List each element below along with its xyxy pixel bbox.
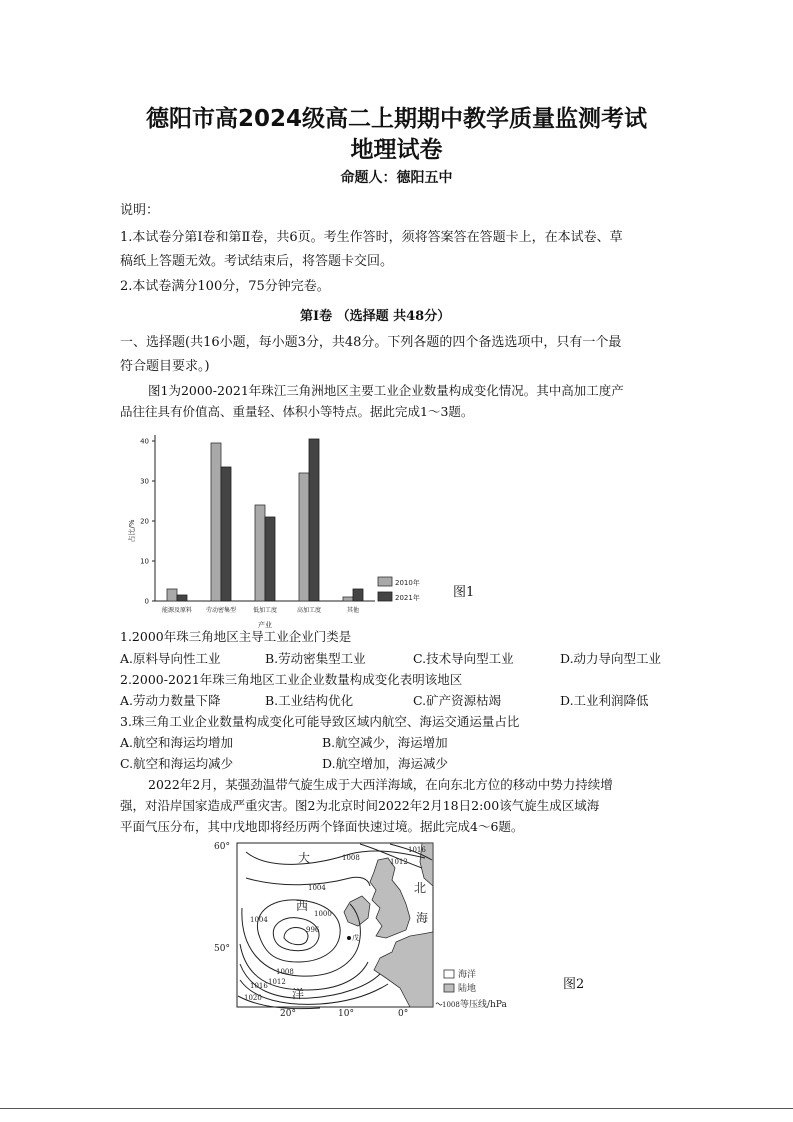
notes-label: 说明： (120, 203, 160, 218)
passage1-line2: 品往往具有价值高、重量轻、体积小等特点。据此完成1～3题。 (120, 404, 474, 419)
q3-option-d: D.航空增加，海运减少 (322, 756, 449, 771)
y-tick-label: 20 (140, 517, 149, 526)
isobar-label-1000: 1000 (314, 910, 332, 918)
bar-2010年-高加工度 (299, 473, 309, 601)
legend-ocean-label: 海洋 (458, 970, 477, 980)
isobar-label-1004: 1004 (308, 884, 326, 892)
x-tick-label: 低加工度 (252, 607, 278, 614)
exam-title: 德阳市高2024级高二上期期中教学质量监测考试 (145, 106, 647, 132)
question-3: 3.珠三角工业企业数量构成变化可能导致区域内航空、海运交通运量占比 (120, 714, 520, 729)
legend-ocean-swatch (444, 970, 454, 978)
figure2-pressure-map (210, 838, 540, 1020)
isobar-label-996: 996 (306, 926, 320, 934)
page-bottom-rule (0, 1108, 793, 1109)
q2-option-b: B.工业结构优化 (265, 693, 354, 708)
q1-option-b: B.劳动密集型工业 (265, 651, 366, 666)
section-heading: 第Ⅰ卷 （选择题 共48分） (300, 309, 451, 324)
y-tick-label: 30 (140, 477, 149, 486)
exam-subject-title: 地理试卷 (350, 137, 443, 163)
figure1-label: 图1 (453, 585, 475, 600)
place-label-yang: 洋 (292, 987, 305, 1001)
bar-2010年-劳动密集型 (211, 443, 221, 601)
legend-isobar-label: 等压线/hPa (460, 1000, 507, 1010)
passage1-line1: 图1为2000-2021年珠江三角洲地区主要工业企业数量构成变化情况。其中高加工度产 (148, 383, 624, 398)
figure2-label: 图2 (563, 977, 585, 992)
legend-label-2021年: 2021年 (395, 594, 420, 602)
passage2-line2: 强，对沿岸国家造成严重灾害。图2为北京时间2022年2月18日2:00该气旋生成区域海 (120, 798, 600, 813)
x-tick-label: 高加工度 (296, 607, 322, 614)
isobar-label-1008-lower: 1008 (276, 968, 294, 976)
note-item-1-line1: 1.本试卷分第Ⅰ卷和第Ⅱ卷，共6页。考生作答时，须将答案答在答题卡上，在本试卷、草 (120, 230, 623, 245)
q2-option-d: D.工业利润降低 (560, 693, 649, 708)
place-label-wu: 戊 (352, 934, 359, 942)
isobar-label-1008: 1008 (342, 854, 360, 862)
x-tick-label: 能源及原料 (161, 607, 193, 614)
passage2-line1: 2022年2月，某强劲温带气旋生成于大西洋海域，在向东北方位的移动中势力持续增 (148, 777, 613, 792)
q3-option-b: B.航空减少，海运增加 (322, 735, 448, 750)
isobar-label-1016: 1016 (408, 846, 426, 854)
q3-option-c: C.航空和海运均减少 (120, 756, 234, 771)
lon-label-0: 0° (398, 1009, 409, 1019)
lat-label-60: 60° (214, 842, 230, 852)
lon-label-10: 10° (338, 1009, 354, 1019)
isobar-label-1020-lower: 1020 (244, 994, 262, 1002)
legend-swatch-2010年 (378, 577, 392, 586)
bar-2010年-其他 (343, 597, 353, 601)
section-instructions-line1: 一、选择题(共16小题，每小题3分，共48分。下列各题的四个备选选项中，只有一个最 (120, 335, 622, 350)
place-label-da: 大 (298, 851, 311, 865)
passage2-line3: 平面气压分布，其中戊地即将经历两个锋面快速过境。据此完成4～6题。 (120, 819, 524, 834)
lon-label-20: 20° (280, 1009, 296, 1019)
section-instructions-line2: 符合题目要求。) (120, 359, 210, 374)
place-label-bei: 北 (414, 881, 427, 895)
bar-2010年-能源及原料 (167, 589, 177, 601)
q1-option-a: A.原料导向性工业 (120, 651, 221, 666)
bar-2010年-低加工度 (255, 505, 265, 601)
legend-label-2010年: 2010年 (395, 579, 420, 587)
y-tick-label: 10 (140, 557, 149, 566)
place-label-xi: 西 (296, 899, 309, 913)
note-item-1-line2: 稿纸上答题无效。考试结束后，将答题卡交回。 (120, 254, 394, 269)
q2-option-a: A.劳动力数量下降 (120, 693, 221, 708)
q2-option-c: C.矿产资源枯竭 (413, 693, 502, 708)
place-label-hai: 海 (416, 911, 429, 925)
lat-label-50: 50° (214, 944, 230, 954)
y-axis-label: 占比/% (128, 519, 136, 543)
x-tick-label: 其他 (346, 607, 360, 614)
exam-author: 命题人：德阳五中 (340, 170, 453, 186)
legend-swatch-2021年 (378, 592, 392, 601)
x-tick-label: 劳动密集型 (205, 607, 237, 614)
q3-option-a: A.航空和海运均增加 (120, 735, 234, 750)
bar-2021年-高加工度 (309, 439, 319, 601)
isobar-label-1004-left: 1004 (250, 916, 268, 924)
bar-2021年-低加工度 (265, 517, 275, 601)
q1-option-c: C.技术导向型工业 (413, 651, 514, 666)
isobar-label-1016-lower: 1016 (250, 982, 268, 990)
note-item-2: 2.本试卷满分100分，75分钟完卷。 (120, 279, 330, 294)
bar-2021年-能源及原料 (177, 595, 187, 601)
isobar-label-1012: 1012 (390, 858, 408, 866)
figure1-bar-chart (120, 425, 480, 630)
question-1: 1.2000年珠三角地区主导工业企业门类是 (120, 629, 352, 644)
bar-2021年-劳动密集型 (221, 467, 231, 601)
question-2: 2.2000-2021年珠三角地区工业企业数量构成变化表明该地区 (120, 672, 463, 687)
bar-2021年-其他 (353, 589, 363, 601)
y-tick-label: 0 (144, 597, 149, 606)
isobar-label-1012-lower: 1012 (268, 978, 286, 986)
point-wu-marker (347, 936, 351, 940)
legend-isobar-value: 1008 (442, 1001, 460, 1009)
q1-option-d: D.动力导向型工业 (560, 651, 662, 666)
legend-land-swatch (444, 984, 454, 992)
y-tick-label: 40 (140, 437, 149, 446)
x-axis-label: 产业 (258, 621, 272, 629)
legend-land-label: 陆地 (458, 984, 477, 994)
